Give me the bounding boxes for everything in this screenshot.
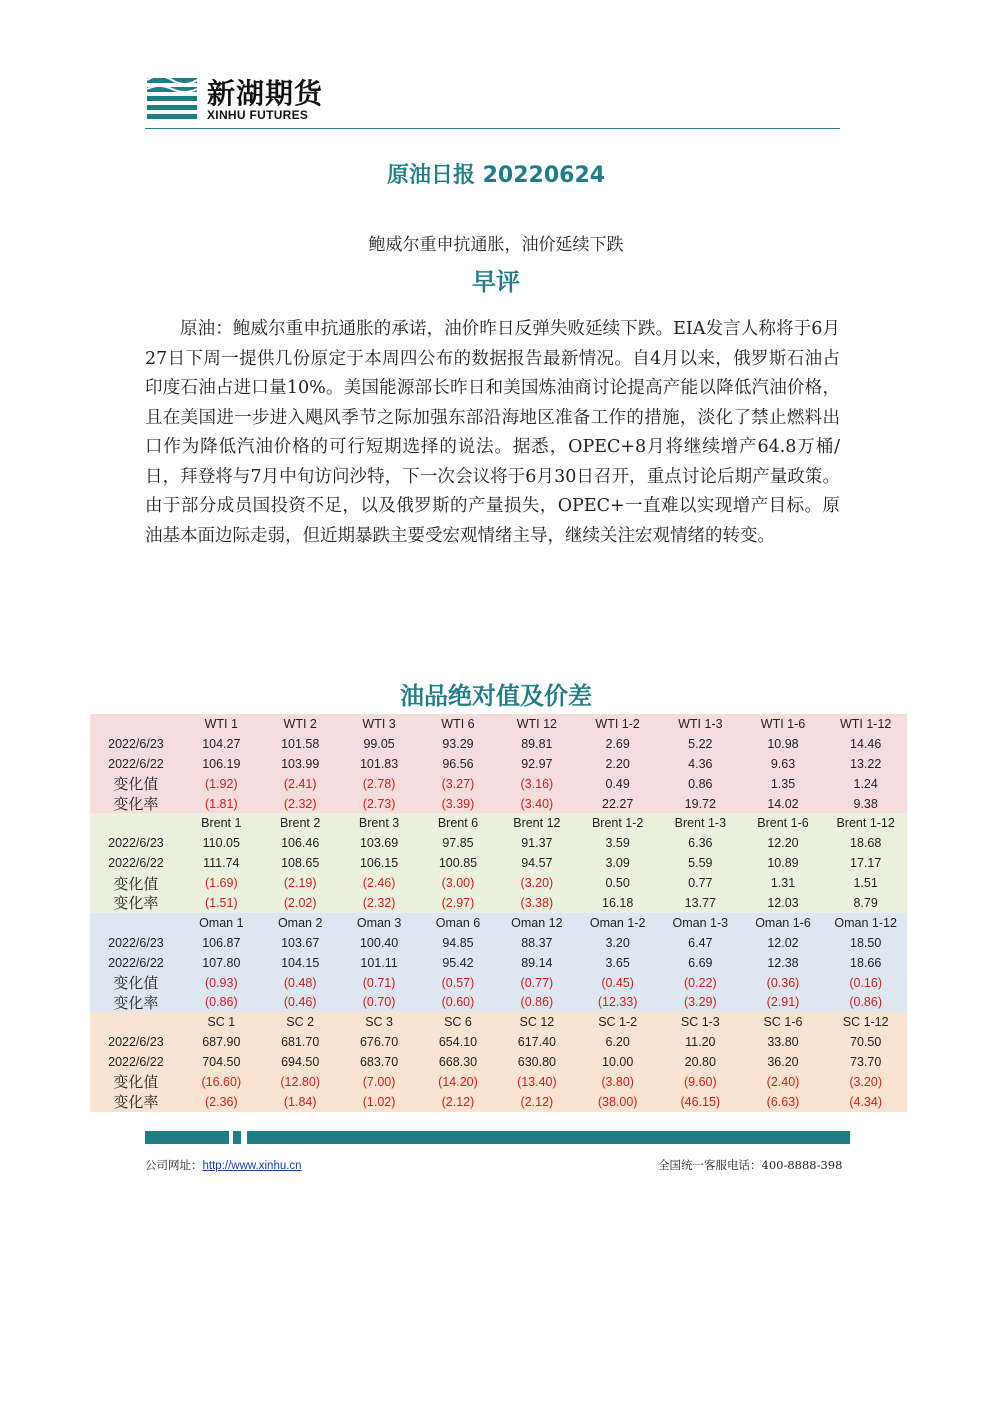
table-cell: (0.57) (441, 975, 475, 990)
table-cell: (3.80) (601, 1074, 634, 1089)
row-label: 变化率 (113, 1093, 159, 1112)
table-cell: 12.02 (767, 935, 799, 950)
table-cell: 73.70 (850, 1055, 882, 1070)
table-row (90, 774, 907, 794)
table-cell: 106.15 (359, 856, 399, 871)
column-header: WTI 1-6 (760, 716, 806, 731)
column-header: WTI 2 (283, 716, 317, 731)
table-cell: 10.98 (767, 736, 799, 751)
table-cell: 103.99 (281, 756, 320, 771)
column-header: Oman 6 (435, 915, 481, 930)
table-cell: (7.00) (362, 1074, 396, 1089)
column-header: SC 1 (207, 1015, 236, 1030)
table-cell: 1.35 (770, 776, 796, 791)
table-cell: 106.46 (281, 836, 320, 851)
table-cell: (0.48) (283, 975, 317, 990)
table-cell: (0.93) (204, 975, 238, 990)
table-cell: 100.40 (359, 935, 399, 950)
table-cell: 103.69 (359, 836, 399, 851)
table-title: 油品绝对值及价差 (400, 682, 592, 710)
table-cell: 100.85 (438, 856, 478, 871)
table-row (90, 1032, 907, 1052)
column-header: Brent 1-2 (591, 816, 644, 831)
table-row (90, 833, 907, 853)
table-cell: 11.20 (685, 1035, 716, 1050)
table-cell: 9.63 (770, 756, 796, 771)
footer-hotline: 全国统一客服电话：400-8888-398 (658, 1158, 843, 1172)
table-cell: 101.58 (281, 736, 320, 751)
table-header-row (90, 714, 907, 734)
price-spread-table (90, 714, 907, 1112)
table-cell: (1.84) (283, 1094, 317, 1109)
table-cell: (3.39) (441, 796, 475, 811)
column-header: SC 1-3 (680, 1015, 720, 1030)
table-cell: (3.29) (683, 995, 717, 1010)
table-cell: 5.59 (688, 856, 713, 871)
table-cell: (2.78) (362, 776, 396, 791)
table-cell: (2.73) (362, 796, 396, 811)
footer-bar-right (247, 1131, 850, 1144)
table-cell: 4.36 (688, 756, 713, 771)
table-cell: (1.51) (204, 895, 238, 910)
page-subtitle: 鲍威尔重申抗通胀，油价延续下跌 (368, 235, 624, 255)
column-header: Oman 2 (277, 915, 323, 930)
table-cell: (1.81) (204, 796, 238, 811)
column-header: Brent 1-12 (836, 816, 895, 831)
table-cell: 8.79 (853, 895, 878, 910)
column-header: WTI 6 (441, 716, 475, 731)
table-cell: (0.45) (601, 975, 634, 990)
table-row (90, 853, 907, 873)
table-cell: (0.86) (204, 995, 238, 1010)
table-cell: (2.41) (283, 776, 317, 791)
table-cell: 106.19 (202, 756, 241, 771)
table-cell: 0.50 (605, 876, 630, 891)
table-cell: (0.60) (441, 995, 475, 1010)
table-cell: 103.67 (281, 935, 320, 950)
table-cell: 108.65 (281, 856, 320, 871)
commentary-paragraph: 原油：鲍威尔重申抗通胀的承诺，油价昨日反弹失败延续下跌。EIA发言人称将于6月27日下周一提供几份原定于本周四公布的数据报告最新情况。自4月以来，俄罗斯石油占印度石油占进口量10%。美国能源部长昨日和美国炼油商讨论提高产能以降低汽油价格，且在美国进一步进入飓风季节之际加强东部沿海地区准备工作的措施，淡化了禁止燃料出口作为降低汽油价格的可行短期选择的说法。据悉，OPEC+8月将继续增产64.8万桶/日，拜登将与7月中旬访问沙特，下一次会议将于6月30日召开，重点讨论后期产量政策。由于部分成员国投资不足，以及俄罗斯的产量损失，OPEC+一直难以实现增产目标。原油基本面边际走弱，但近期暴跌主要受宏观情绪主导，继续关注宏观情绪的转变。 (145, 319, 840, 546)
table-cell: 94.85 (442, 935, 474, 950)
table-cell: (12.80) (280, 1074, 320, 1089)
column-header: SC 1-12 (842, 1015, 889, 1030)
table-cell: 88.37 (521, 935, 553, 950)
logo-subtext: XINHU FUTURES (207, 108, 309, 122)
table-cell: (2.97) (441, 895, 475, 910)
table-cell: 93.29 (442, 736, 474, 751)
column-header: Oman 1-3 (672, 915, 729, 930)
table-cell: 630.80 (517, 1055, 556, 1070)
table-cell: (9.60) (683, 1074, 717, 1089)
table-cell: (2.46) (362, 876, 396, 891)
table-cell: 104.27 (202, 736, 241, 751)
table-row (90, 1052, 907, 1072)
table-cell: 654.10 (438, 1035, 478, 1050)
table-row (90, 1092, 907, 1112)
column-header: WTI 1-3 (678, 716, 723, 731)
footer-bar-left (145, 1131, 229, 1144)
row-label: 2022/6/23 (108, 935, 164, 950)
column-header: Brent 12 (513, 816, 561, 831)
table-row (90, 992, 907, 1012)
table-cell: 95.42 (442, 955, 474, 970)
column-header: Brent 6 (437, 816, 479, 831)
table-cell: (2.02) (283, 895, 317, 910)
column-header: WTI 1-2 (595, 716, 640, 731)
column-header: SC 12 (519, 1015, 555, 1030)
table-cell: 10.00 (602, 1055, 634, 1070)
table-cell: (16.60) (201, 1074, 242, 1089)
table-cell: (1.02) (362, 1094, 396, 1109)
table-cell: 92.97 (521, 756, 553, 771)
table-cell: 107.80 (202, 955, 241, 970)
table-cell: 97.85 (442, 836, 474, 851)
table-cell: 14.46 (850, 736, 882, 751)
table-row (90, 933, 907, 953)
table-cell: (0.16) (849, 975, 882, 990)
table-cell: 687.90 (202, 1035, 241, 1050)
table-cell: 22.27 (602, 796, 634, 811)
table-cell: (3.27) (441, 776, 475, 791)
table-block-oman (90, 913, 907, 1012)
column-header: SC 3 (365, 1015, 393, 1030)
header (145, 66, 845, 130)
table-cell: (12.33) (597, 995, 638, 1010)
table-cell: 1.51 (853, 876, 878, 891)
table-cell: 2.20 (605, 756, 630, 771)
table-cell: 20.80 (684, 1055, 716, 1070)
table-cell: (3.00) (441, 876, 475, 891)
xinhu-logo-icon (145, 72, 199, 124)
page-title: 原油日报 20220624 (386, 163, 606, 188)
row-label: 变化率 (113, 795, 159, 814)
table-cell: 70.50 (850, 1035, 882, 1050)
table-row (90, 873, 907, 893)
table-cell: (0.86) (849, 995, 882, 1010)
table-cell: 617.40 (517, 1035, 556, 1050)
table-cell: 694.50 (281, 1055, 320, 1070)
table-cell: 6.47 (688, 935, 713, 950)
table-cell: (2.32) (362, 895, 396, 910)
table-header-row (90, 813, 907, 833)
table-cell: 111.74 (203, 856, 240, 871)
table-cell: 101.11 (360, 955, 398, 970)
column-header: Oman 1-2 (589, 915, 646, 930)
logo-text: 新湖期货 (207, 77, 324, 110)
table-cell: (46.15) (680, 1094, 721, 1109)
table-cell: 704.50 (202, 1055, 241, 1070)
column-header: Oman 1-12 (834, 915, 897, 930)
row-label: 2022/6/22 (108, 955, 164, 970)
table-cell: 681.70 (281, 1035, 320, 1050)
table-cell: 99.05 (363, 736, 395, 751)
table-cell: 17.17 (850, 856, 882, 871)
table-cell: 9.38 (853, 796, 878, 811)
row-label: 变化值 (113, 974, 159, 993)
footer-bar-mid (233, 1131, 241, 1144)
table-block-brent (90, 813, 907, 912)
table-cell: (2.12) (441, 1094, 475, 1109)
table-cell: (2.40) (766, 1074, 800, 1089)
table-cell: 0.77 (688, 876, 713, 891)
table-cell: 94.57 (521, 856, 553, 871)
column-header: SC 6 (444, 1015, 472, 1030)
column-header: SC 1-6 (763, 1015, 803, 1030)
table-cell: 1.24 (853, 776, 878, 791)
table-cell: 101.83 (359, 756, 399, 771)
table-cell: 14.02 (767, 796, 799, 811)
table-cell: (1.92) (204, 776, 238, 791)
column-header: WTI 12 (516, 716, 558, 731)
table-cell: (0.36) (766, 975, 800, 990)
column-header: WTI 1-12 (839, 716, 892, 731)
table-cell: 676.70 (359, 1035, 399, 1050)
column-header: SC 1-2 (598, 1015, 638, 1030)
table-cell: (0.22) (683, 975, 717, 990)
table-header-row (90, 1012, 907, 1032)
table-row (90, 1072, 907, 1092)
table-cell: 1.31 (770, 876, 796, 891)
table-cell: 36.20 (767, 1055, 799, 1070)
table-cell: (2.32) (283, 796, 317, 811)
table-cell: (4.34) (849, 1094, 882, 1109)
column-header: Oman 3 (356, 915, 402, 930)
row-label: 2022/6/23 (108, 836, 164, 851)
table-cell: (3.40) (520, 796, 554, 811)
table-cell: 12.03 (767, 895, 799, 910)
table-block-sc (90, 1012, 907, 1111)
table-cell: 19.72 (684, 796, 716, 811)
table-cell: 2.69 (605, 736, 630, 751)
table-cell: (2.12) (520, 1094, 554, 1109)
table-cell: 13.77 (684, 895, 716, 910)
table-cell: (2.91) (766, 995, 800, 1010)
website-label: 公司网址： (145, 1158, 203, 1172)
column-header: Brent 1-3 (674, 816, 727, 831)
table-cell: (0.86) (520, 995, 554, 1010)
table-cell: (38.00) (597, 1094, 638, 1109)
table-cell: (2.19) (283, 876, 317, 891)
column-header: WTI 1 (204, 716, 238, 731)
column-header: Oman 1 (199, 915, 244, 930)
table-header-row (90, 913, 907, 933)
table-row (90, 734, 907, 754)
table-cell: (3.38) (520, 895, 554, 910)
section-heading: 早评 (472, 268, 520, 296)
table-cell: 0.49 (605, 776, 630, 791)
table-cell: 3.20 (605, 935, 630, 950)
table-cell: (3.16) (520, 776, 554, 791)
row-label: 变化值 (113, 775, 159, 794)
table-cell: 3.65 (605, 955, 630, 970)
table-cell: (13.40) (517, 1074, 557, 1089)
table-cell: 18.68 (850, 836, 882, 851)
table-cell: 18.66 (850, 955, 882, 970)
table-row (90, 953, 907, 973)
table-cell: (0.77) (520, 975, 554, 990)
table-cell: (0.71) (362, 975, 396, 990)
column-header: Oman 1-6 (755, 915, 811, 930)
footer-website (145, 1157, 302, 1173)
table-cell: 3.09 (605, 856, 630, 871)
row-label: 变化率 (113, 894, 159, 913)
table-cell: 10.89 (767, 856, 799, 871)
table-cell: 89.14 (521, 955, 553, 970)
table-cell: (3.20) (849, 1074, 882, 1089)
table-cell: 91.37 (521, 836, 553, 851)
table-cell: 33.80 (767, 1035, 799, 1050)
table-row (90, 973, 907, 993)
column-header: Brent 1 (201, 816, 242, 831)
table-cell: 12.38 (767, 955, 799, 970)
table-row (90, 754, 907, 774)
table-cell: 16.18 (602, 895, 634, 910)
row-label: 2022/6/23 (108, 736, 164, 751)
table-cell: (1.69) (204, 876, 238, 891)
table-cell: 683.70 (359, 1055, 399, 1070)
table-cell: (6.63) (766, 1094, 800, 1109)
website-link[interactable]: http://www.xinhu.cn (202, 1160, 302, 1172)
table-cell: 104.15 (281, 955, 320, 970)
table-cell: 6.20 (605, 1035, 630, 1050)
row-label: 变化值 (113, 874, 159, 893)
table-cell: 3.59 (605, 836, 630, 851)
table-cell: (3.20) (520, 876, 554, 891)
table-row (90, 893, 907, 913)
column-header: SC 2 (286, 1015, 315, 1030)
column-header: Brent 1-6 (757, 816, 809, 831)
column-header: Oman 12 (511, 915, 563, 930)
table-cell: 5.22 (688, 736, 713, 751)
row-label: 变化率 (113, 993, 159, 1012)
table-row (90, 794, 907, 814)
table-cell: 6.36 (688, 836, 713, 851)
table-cell: 89.81 (521, 736, 553, 751)
row-label: 2022/6/22 (108, 856, 164, 871)
row-label: 2022/6/22 (108, 1055, 164, 1070)
column-header: Brent 2 (280, 816, 321, 831)
table-cell: (0.46) (283, 995, 317, 1010)
table-cell: (0.70) (362, 995, 396, 1010)
row-label: 2022/6/22 (108, 756, 164, 771)
table-cell: (2.36) (204, 1094, 238, 1109)
table-cell: 106.87 (202, 935, 241, 950)
column-header: WTI 3 (362, 716, 396, 731)
header-divider (145, 128, 840, 129)
column-header: Brent 3 (358, 816, 400, 831)
table-cell: 6.69 (688, 955, 713, 970)
table-cell: 96.56 (442, 756, 474, 771)
table-cell: 18.50 (850, 935, 882, 950)
table-cell: (14.20) (438, 1074, 478, 1089)
table-cell: 13.22 (850, 756, 882, 771)
table-cell: 110.05 (202, 836, 240, 851)
table-cell: 12.20 (767, 836, 799, 851)
row-label: 2022/6/23 (108, 1035, 164, 1050)
table-cell: 0.86 (688, 776, 713, 791)
table-block-wti (90, 714, 907, 813)
row-label: 变化值 (113, 1073, 159, 1092)
table-cell: 668.30 (438, 1055, 478, 1070)
